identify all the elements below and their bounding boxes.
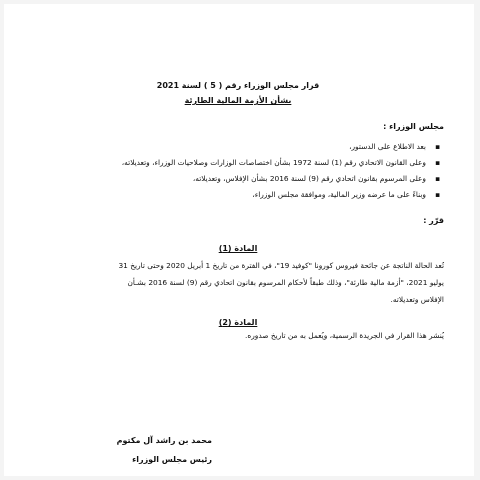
signatory-title: رئيس مجلس الوزراء: [132, 455, 212, 464]
recital-item: [32, 157, 440, 173]
decision-subtitle: بشأن الأزمة المالية الطارئة: [184, 96, 292, 105]
document-page: [4, 4, 474, 476]
decision-document: [32, 4, 444, 476]
recital-text: وبناءً على ما عرضه وزير المالية، وموافقة مجلس الوزراء،: [252, 190, 426, 199]
article-1-line: الإفلاس وتعديلاته.: [390, 295, 444, 304]
bullet-icon: ▪: [434, 174, 440, 183]
article-2-line: يُنشر هذا القرار في الجريدة الرسمية، ويُعمل به من تاريخ صدوره.: [245, 331, 444, 340]
article-1-body: [32, 257, 444, 308]
bullet-icon: ▪: [434, 158, 440, 167]
bullet-icon: ▪: [434, 142, 440, 151]
article-1-line: يوليو 2021، "أزمة مالية طارئة"، وذلك طبقاً لأحكام المرسوم بقانون اتحادي رقم (9) لسنة 2016 بشـأن: [127, 278, 444, 287]
recital-item: [32, 173, 440, 189]
recital-item: [32, 189, 440, 205]
article-1-line: تُعد الحالة الناتجة عن جائحة فيروس كورونا "كوفيد 19"، في الفترة من تاريخ 1 أبريل 2020 وحتى تاريخ 31: [118, 261, 444, 270]
recital-text: وعلى المرسوم بقانون اتحادي رقم (9) لسنة 2016 بشأن الإفلاس، وتعديلاته،: [192, 174, 426, 183]
decided-label: قرّر :: [423, 216, 444, 225]
council-label: مجلس الوزراء :: [383, 122, 444, 131]
bullet-icon: ▪: [434, 190, 440, 199]
article-2-body: [32, 330, 444, 341]
recital-item: [32, 141, 440, 157]
article-1-heading: المادة (1): [218, 244, 258, 253]
recitals-list: [32, 141, 440, 205]
decision-title: قرار مجلس الوزراء رقم ( 5 ) لسنة 2021: [156, 81, 320, 90]
article-2-heading: المادة (2): [218, 318, 258, 327]
signatory-name: محمد بن راشد آل مكتوم: [116, 436, 212, 445]
recital-text: وعلى القانون الاتحادي رقم (1) لسنة 1972 بشأن اختصاصات الوزارات وصلاحيات الوزراء، وتعديلاته،: [121, 158, 426, 167]
recital-text: بعد الاطلاع على الدستور،: [349, 142, 426, 151]
